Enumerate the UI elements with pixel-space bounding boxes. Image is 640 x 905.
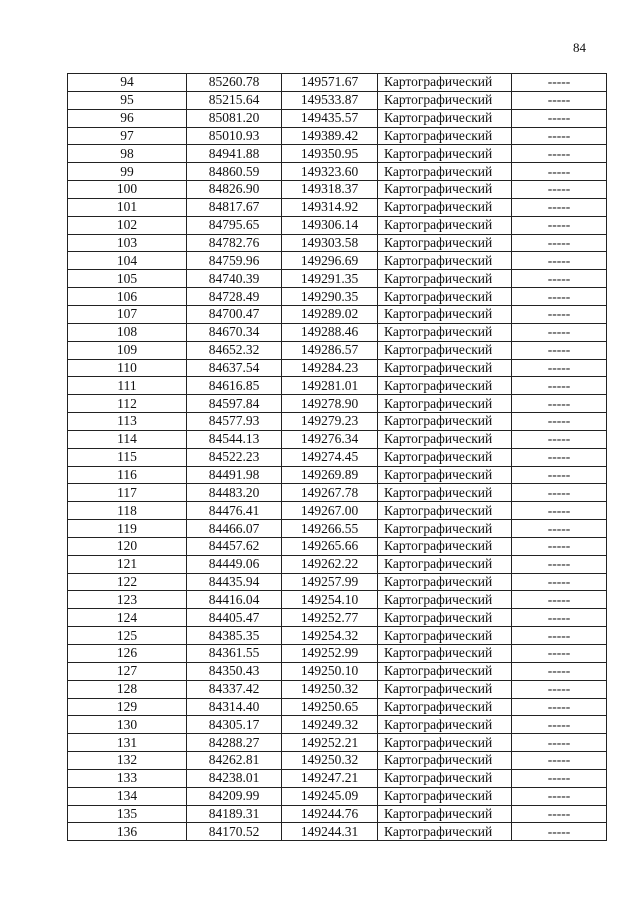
point-number-cell: 126 bbox=[68, 645, 187, 663]
table-row bbox=[68, 234, 607, 252]
note-cell: ----- bbox=[512, 591, 607, 609]
note-cell: ----- bbox=[512, 484, 607, 502]
table-row bbox=[68, 680, 607, 698]
method-cell: Картографический bbox=[378, 823, 512, 841]
point-number-cell: 116 bbox=[68, 466, 187, 484]
table-row bbox=[68, 787, 607, 805]
table-row bbox=[68, 395, 607, 413]
method-cell: Картографический bbox=[378, 305, 512, 323]
table-row bbox=[68, 502, 607, 520]
point-number-cell: 119 bbox=[68, 520, 187, 538]
note-cell: ----- bbox=[512, 395, 607, 413]
y-coordinate-cell: 149533.87 bbox=[282, 91, 378, 109]
table-row bbox=[68, 145, 607, 163]
x-coordinate-cell: 84209.99 bbox=[187, 787, 282, 805]
y-coordinate-cell: 149252.99 bbox=[282, 645, 378, 663]
point-number-cell: 135 bbox=[68, 805, 187, 823]
method-cell: Картографический bbox=[378, 573, 512, 591]
x-coordinate-cell: 84522.23 bbox=[187, 448, 282, 466]
method-cell: Картографический bbox=[378, 323, 512, 341]
method-cell: Картографический bbox=[378, 252, 512, 270]
y-coordinate-cell: 149252.77 bbox=[282, 609, 378, 627]
table-row bbox=[68, 484, 607, 502]
x-coordinate-cell: 84544.13 bbox=[187, 430, 282, 448]
note-cell: ----- bbox=[512, 609, 607, 627]
point-number-cell: 117 bbox=[68, 484, 187, 502]
table-row bbox=[68, 734, 607, 752]
y-coordinate-cell: 149284.23 bbox=[282, 359, 378, 377]
x-coordinate-cell: 84305.17 bbox=[187, 716, 282, 734]
y-coordinate-cell: 149247.21 bbox=[282, 769, 378, 787]
table-row bbox=[68, 466, 607, 484]
x-coordinate-cell: 84416.04 bbox=[187, 591, 282, 609]
point-number-cell: 124 bbox=[68, 609, 187, 627]
point-number-cell: 107 bbox=[68, 305, 187, 323]
x-coordinate-cell: 84491.98 bbox=[187, 466, 282, 484]
x-coordinate-cell: 84238.01 bbox=[187, 769, 282, 787]
table-row bbox=[68, 305, 607, 323]
method-cell: Картографический bbox=[378, 537, 512, 555]
y-coordinate-cell: 149254.32 bbox=[282, 627, 378, 645]
x-coordinate-cell: 84170.52 bbox=[187, 823, 282, 841]
note-cell: ----- bbox=[512, 466, 607, 484]
method-cell: Картографический bbox=[378, 752, 512, 770]
point-number-cell: 95 bbox=[68, 91, 187, 109]
note-cell: ----- bbox=[512, 127, 607, 145]
table-row bbox=[68, 91, 607, 109]
table-row bbox=[68, 716, 607, 734]
x-coordinate-cell: 84337.42 bbox=[187, 680, 282, 698]
point-number-cell: 97 bbox=[68, 127, 187, 145]
point-number-cell: 129 bbox=[68, 698, 187, 716]
page-number: 84 bbox=[573, 40, 586, 55]
table-row bbox=[68, 448, 607, 466]
note-cell: ----- bbox=[512, 252, 607, 270]
method-cell: Картографический bbox=[378, 395, 512, 413]
method-cell: Картографический bbox=[378, 609, 512, 627]
note-cell: ----- bbox=[512, 413, 607, 431]
y-coordinate-cell: 149306.14 bbox=[282, 216, 378, 234]
point-number-cell: 94 bbox=[68, 74, 187, 92]
point-number-cell: 102 bbox=[68, 216, 187, 234]
point-number-cell: 109 bbox=[68, 341, 187, 359]
point-number-cell: 118 bbox=[68, 502, 187, 520]
point-number-cell: 98 bbox=[68, 145, 187, 163]
x-coordinate-cell: 84361.55 bbox=[187, 645, 282, 663]
method-cell: Картографический bbox=[378, 627, 512, 645]
method-cell: Картографический bbox=[378, 359, 512, 377]
x-coordinate-cell: 84466.07 bbox=[187, 520, 282, 538]
point-number-cell: 136 bbox=[68, 823, 187, 841]
method-cell: Картографический bbox=[378, 787, 512, 805]
x-coordinate-cell: 84616.85 bbox=[187, 377, 282, 395]
y-coordinate-cell: 149278.90 bbox=[282, 395, 378, 413]
note-cell: ----- bbox=[512, 805, 607, 823]
method-cell: Картографический bbox=[378, 698, 512, 716]
x-coordinate-cell: 84728.49 bbox=[187, 288, 282, 306]
y-coordinate-cell: 149314.92 bbox=[282, 198, 378, 216]
table-row bbox=[68, 74, 607, 92]
point-number-cell: 111 bbox=[68, 377, 187, 395]
method-cell: Картографический bbox=[378, 341, 512, 359]
y-coordinate-cell: 149435.57 bbox=[282, 109, 378, 127]
y-coordinate-cell: 149288.46 bbox=[282, 323, 378, 341]
table-row bbox=[68, 430, 607, 448]
point-number-cell: 113 bbox=[68, 413, 187, 431]
method-cell: Картографический bbox=[378, 377, 512, 395]
method-cell: Картографический bbox=[378, 466, 512, 484]
y-coordinate-cell: 149245.09 bbox=[282, 787, 378, 805]
point-number-cell: 106 bbox=[68, 288, 187, 306]
point-number-cell: 127 bbox=[68, 662, 187, 680]
note-cell: ----- bbox=[512, 181, 607, 199]
note-cell: ----- bbox=[512, 377, 607, 395]
x-coordinate-cell: 85260.78 bbox=[187, 74, 282, 92]
note-cell: ----- bbox=[512, 216, 607, 234]
table-row bbox=[68, 181, 607, 199]
point-number-cell: 134 bbox=[68, 787, 187, 805]
point-number-cell: 114 bbox=[68, 430, 187, 448]
point-number-cell: 115 bbox=[68, 448, 187, 466]
method-cell: Картографический bbox=[378, 430, 512, 448]
method-cell: Картографический bbox=[378, 216, 512, 234]
y-coordinate-cell: 149389.42 bbox=[282, 127, 378, 145]
method-cell: Картографический bbox=[378, 769, 512, 787]
point-number-cell: 104 bbox=[68, 252, 187, 270]
table-row bbox=[68, 698, 607, 716]
method-cell: Картографический bbox=[378, 145, 512, 163]
note-cell: ----- bbox=[512, 323, 607, 341]
x-coordinate-cell: 84700.47 bbox=[187, 305, 282, 323]
note-cell: ----- bbox=[512, 109, 607, 127]
y-coordinate-cell: 149250.32 bbox=[282, 752, 378, 770]
table-row bbox=[68, 555, 607, 573]
x-coordinate-cell: 84314.40 bbox=[187, 698, 282, 716]
point-number-cell: 121 bbox=[68, 555, 187, 573]
method-cell: Картографический bbox=[378, 716, 512, 734]
point-number-cell: 112 bbox=[68, 395, 187, 413]
y-coordinate-cell: 149291.35 bbox=[282, 270, 378, 288]
note-cell: ----- bbox=[512, 680, 607, 698]
method-cell: Картографический bbox=[378, 127, 512, 145]
point-number-cell: 123 bbox=[68, 591, 187, 609]
coordinates-table-body bbox=[68, 74, 607, 841]
table-row bbox=[68, 805, 607, 823]
note-cell: ----- bbox=[512, 448, 607, 466]
method-cell: Картографический bbox=[378, 270, 512, 288]
point-number-cell: 105 bbox=[68, 270, 187, 288]
note-cell: ----- bbox=[512, 502, 607, 520]
table-row bbox=[68, 627, 607, 645]
x-coordinate-cell: 84670.34 bbox=[187, 323, 282, 341]
y-coordinate-cell: 149250.10 bbox=[282, 662, 378, 680]
table-row bbox=[68, 288, 607, 306]
y-coordinate-cell: 149290.35 bbox=[282, 288, 378, 306]
table-row bbox=[68, 270, 607, 288]
table-row bbox=[68, 359, 607, 377]
note-cell: ----- bbox=[512, 698, 607, 716]
point-number-cell: 120 bbox=[68, 537, 187, 555]
note-cell: ----- bbox=[512, 734, 607, 752]
y-coordinate-cell: 149267.78 bbox=[282, 484, 378, 502]
x-coordinate-cell: 84597.84 bbox=[187, 395, 282, 413]
point-number-cell: 131 bbox=[68, 734, 187, 752]
table-row bbox=[68, 198, 607, 216]
point-number-cell: 99 bbox=[68, 163, 187, 181]
y-coordinate-cell: 149571.67 bbox=[282, 74, 378, 92]
method-cell: Картографический bbox=[378, 91, 512, 109]
table-row bbox=[68, 127, 607, 145]
x-coordinate-cell: 84740.39 bbox=[187, 270, 282, 288]
method-cell: Картографический bbox=[378, 484, 512, 502]
x-coordinate-cell: 84483.20 bbox=[187, 484, 282, 502]
note-cell: ----- bbox=[512, 305, 607, 323]
x-coordinate-cell: 84860.59 bbox=[187, 163, 282, 181]
y-coordinate-cell: 149350.95 bbox=[282, 145, 378, 163]
method-cell: Картографический bbox=[378, 591, 512, 609]
point-number-cell: 130 bbox=[68, 716, 187, 734]
note-cell: ----- bbox=[512, 627, 607, 645]
method-cell: Картографический bbox=[378, 805, 512, 823]
note-cell: ----- bbox=[512, 198, 607, 216]
table-row bbox=[68, 413, 607, 431]
table-row bbox=[68, 341, 607, 359]
y-coordinate-cell: 149323.60 bbox=[282, 163, 378, 181]
y-coordinate-cell: 149266.55 bbox=[282, 520, 378, 538]
x-coordinate-cell: 84826.90 bbox=[187, 181, 282, 199]
x-coordinate-cell: 84652.32 bbox=[187, 341, 282, 359]
y-coordinate-cell: 149250.32 bbox=[282, 680, 378, 698]
x-coordinate-cell: 84435.94 bbox=[187, 573, 282, 591]
table-row bbox=[68, 252, 607, 270]
y-coordinate-cell: 149274.45 bbox=[282, 448, 378, 466]
table-row bbox=[68, 573, 607, 591]
note-cell: ----- bbox=[512, 145, 607, 163]
y-coordinate-cell: 149303.58 bbox=[282, 234, 378, 252]
point-number-cell: 108 bbox=[68, 323, 187, 341]
x-coordinate-cell: 84262.81 bbox=[187, 752, 282, 770]
method-cell: Картографический bbox=[378, 234, 512, 252]
method-cell: Картографический bbox=[378, 74, 512, 92]
x-coordinate-cell: 84795.65 bbox=[187, 216, 282, 234]
y-coordinate-cell: 149250.65 bbox=[282, 698, 378, 716]
table-row bbox=[68, 163, 607, 181]
x-coordinate-cell: 85215.64 bbox=[187, 91, 282, 109]
point-number-cell: 110 bbox=[68, 359, 187, 377]
x-coordinate-cell: 84189.31 bbox=[187, 805, 282, 823]
table-row bbox=[68, 109, 607, 127]
note-cell: ----- bbox=[512, 716, 607, 734]
x-coordinate-cell: 85081.20 bbox=[187, 109, 282, 127]
x-coordinate-cell: 84759.96 bbox=[187, 252, 282, 270]
y-coordinate-cell: 149252.21 bbox=[282, 734, 378, 752]
table-row bbox=[68, 537, 607, 555]
x-coordinate-cell: 84637.54 bbox=[187, 359, 282, 377]
table-row bbox=[68, 645, 607, 663]
method-cell: Картографический bbox=[378, 662, 512, 680]
note-cell: ----- bbox=[512, 163, 607, 181]
note-cell: ----- bbox=[512, 91, 607, 109]
x-coordinate-cell: 84288.27 bbox=[187, 734, 282, 752]
x-coordinate-cell: 84405.47 bbox=[187, 609, 282, 627]
y-coordinate-cell: 149257.99 bbox=[282, 573, 378, 591]
note-cell: ----- bbox=[512, 341, 607, 359]
y-coordinate-cell: 149267.00 bbox=[282, 502, 378, 520]
method-cell: Картографический bbox=[378, 555, 512, 573]
note-cell: ----- bbox=[512, 645, 607, 663]
point-number-cell: 100 bbox=[68, 181, 187, 199]
table-row bbox=[68, 520, 607, 538]
note-cell: ----- bbox=[512, 573, 607, 591]
note-cell: ----- bbox=[512, 234, 607, 252]
method-cell: Картографический bbox=[378, 448, 512, 466]
note-cell: ----- bbox=[512, 769, 607, 787]
note-cell: ----- bbox=[512, 662, 607, 680]
method-cell: Картографический bbox=[378, 413, 512, 431]
y-coordinate-cell: 149289.02 bbox=[282, 305, 378, 323]
x-coordinate-cell: 84817.67 bbox=[187, 198, 282, 216]
x-coordinate-cell: 84476.41 bbox=[187, 502, 282, 520]
table-row bbox=[68, 591, 607, 609]
y-coordinate-cell: 149281.01 bbox=[282, 377, 378, 395]
method-cell: Картографический bbox=[378, 163, 512, 181]
coordinates-table bbox=[67, 73, 607, 841]
method-cell: Картографический bbox=[378, 109, 512, 127]
method-cell: Картографический bbox=[378, 198, 512, 216]
table-row bbox=[68, 769, 607, 787]
y-coordinate-cell: 149286.57 bbox=[282, 341, 378, 359]
x-coordinate-cell: 84457.62 bbox=[187, 537, 282, 555]
x-coordinate-cell: 84577.93 bbox=[187, 413, 282, 431]
y-coordinate-cell: 149244.76 bbox=[282, 805, 378, 823]
table-row bbox=[68, 609, 607, 627]
method-cell: Картографический bbox=[378, 680, 512, 698]
table-row bbox=[68, 377, 607, 395]
table-row bbox=[68, 323, 607, 341]
x-coordinate-cell: 85010.93 bbox=[187, 127, 282, 145]
note-cell: ----- bbox=[512, 752, 607, 770]
y-coordinate-cell: 149265.66 bbox=[282, 537, 378, 555]
y-coordinate-cell: 149262.22 bbox=[282, 555, 378, 573]
note-cell: ----- bbox=[512, 270, 607, 288]
table-row bbox=[68, 216, 607, 234]
note-cell: ----- bbox=[512, 555, 607, 573]
method-cell: Картографический bbox=[378, 288, 512, 306]
note-cell: ----- bbox=[512, 74, 607, 92]
y-coordinate-cell: 149244.31 bbox=[282, 823, 378, 841]
y-coordinate-cell: 149296.69 bbox=[282, 252, 378, 270]
method-cell: Картографический bbox=[378, 181, 512, 199]
point-number-cell: 128 bbox=[68, 680, 187, 698]
method-cell: Картографический bbox=[378, 734, 512, 752]
table-row bbox=[68, 752, 607, 770]
y-coordinate-cell: 149318.37 bbox=[282, 181, 378, 199]
note-cell: ----- bbox=[512, 520, 607, 538]
table-row bbox=[68, 662, 607, 680]
method-cell: Картографический bbox=[378, 502, 512, 520]
x-coordinate-cell: 84941.88 bbox=[187, 145, 282, 163]
y-coordinate-cell: 149279.23 bbox=[282, 413, 378, 431]
method-cell: Картографический bbox=[378, 645, 512, 663]
note-cell: ----- bbox=[512, 823, 607, 841]
point-number-cell: 132 bbox=[68, 752, 187, 770]
x-coordinate-cell: 84385.35 bbox=[187, 627, 282, 645]
y-coordinate-cell: 149276.34 bbox=[282, 430, 378, 448]
point-number-cell: 122 bbox=[68, 573, 187, 591]
note-cell: ----- bbox=[512, 359, 607, 377]
note-cell: ----- bbox=[512, 288, 607, 306]
note-cell: ----- bbox=[512, 537, 607, 555]
point-number-cell: 103 bbox=[68, 234, 187, 252]
note-cell: ----- bbox=[512, 430, 607, 448]
x-coordinate-cell: 84449.06 bbox=[187, 555, 282, 573]
y-coordinate-cell: 149249.32 bbox=[282, 716, 378, 734]
method-cell: Картографический bbox=[378, 520, 512, 538]
y-coordinate-cell: 149269.89 bbox=[282, 466, 378, 484]
x-coordinate-cell: 84782.76 bbox=[187, 234, 282, 252]
x-coordinate-cell: 84350.43 bbox=[187, 662, 282, 680]
point-number-cell: 125 bbox=[68, 627, 187, 645]
y-coordinate-cell: 149254.10 bbox=[282, 591, 378, 609]
note-cell: ----- bbox=[512, 787, 607, 805]
point-number-cell: 96 bbox=[68, 109, 187, 127]
point-number-cell: 101 bbox=[68, 198, 187, 216]
table-row bbox=[68, 823, 607, 841]
point-number-cell: 133 bbox=[68, 769, 187, 787]
